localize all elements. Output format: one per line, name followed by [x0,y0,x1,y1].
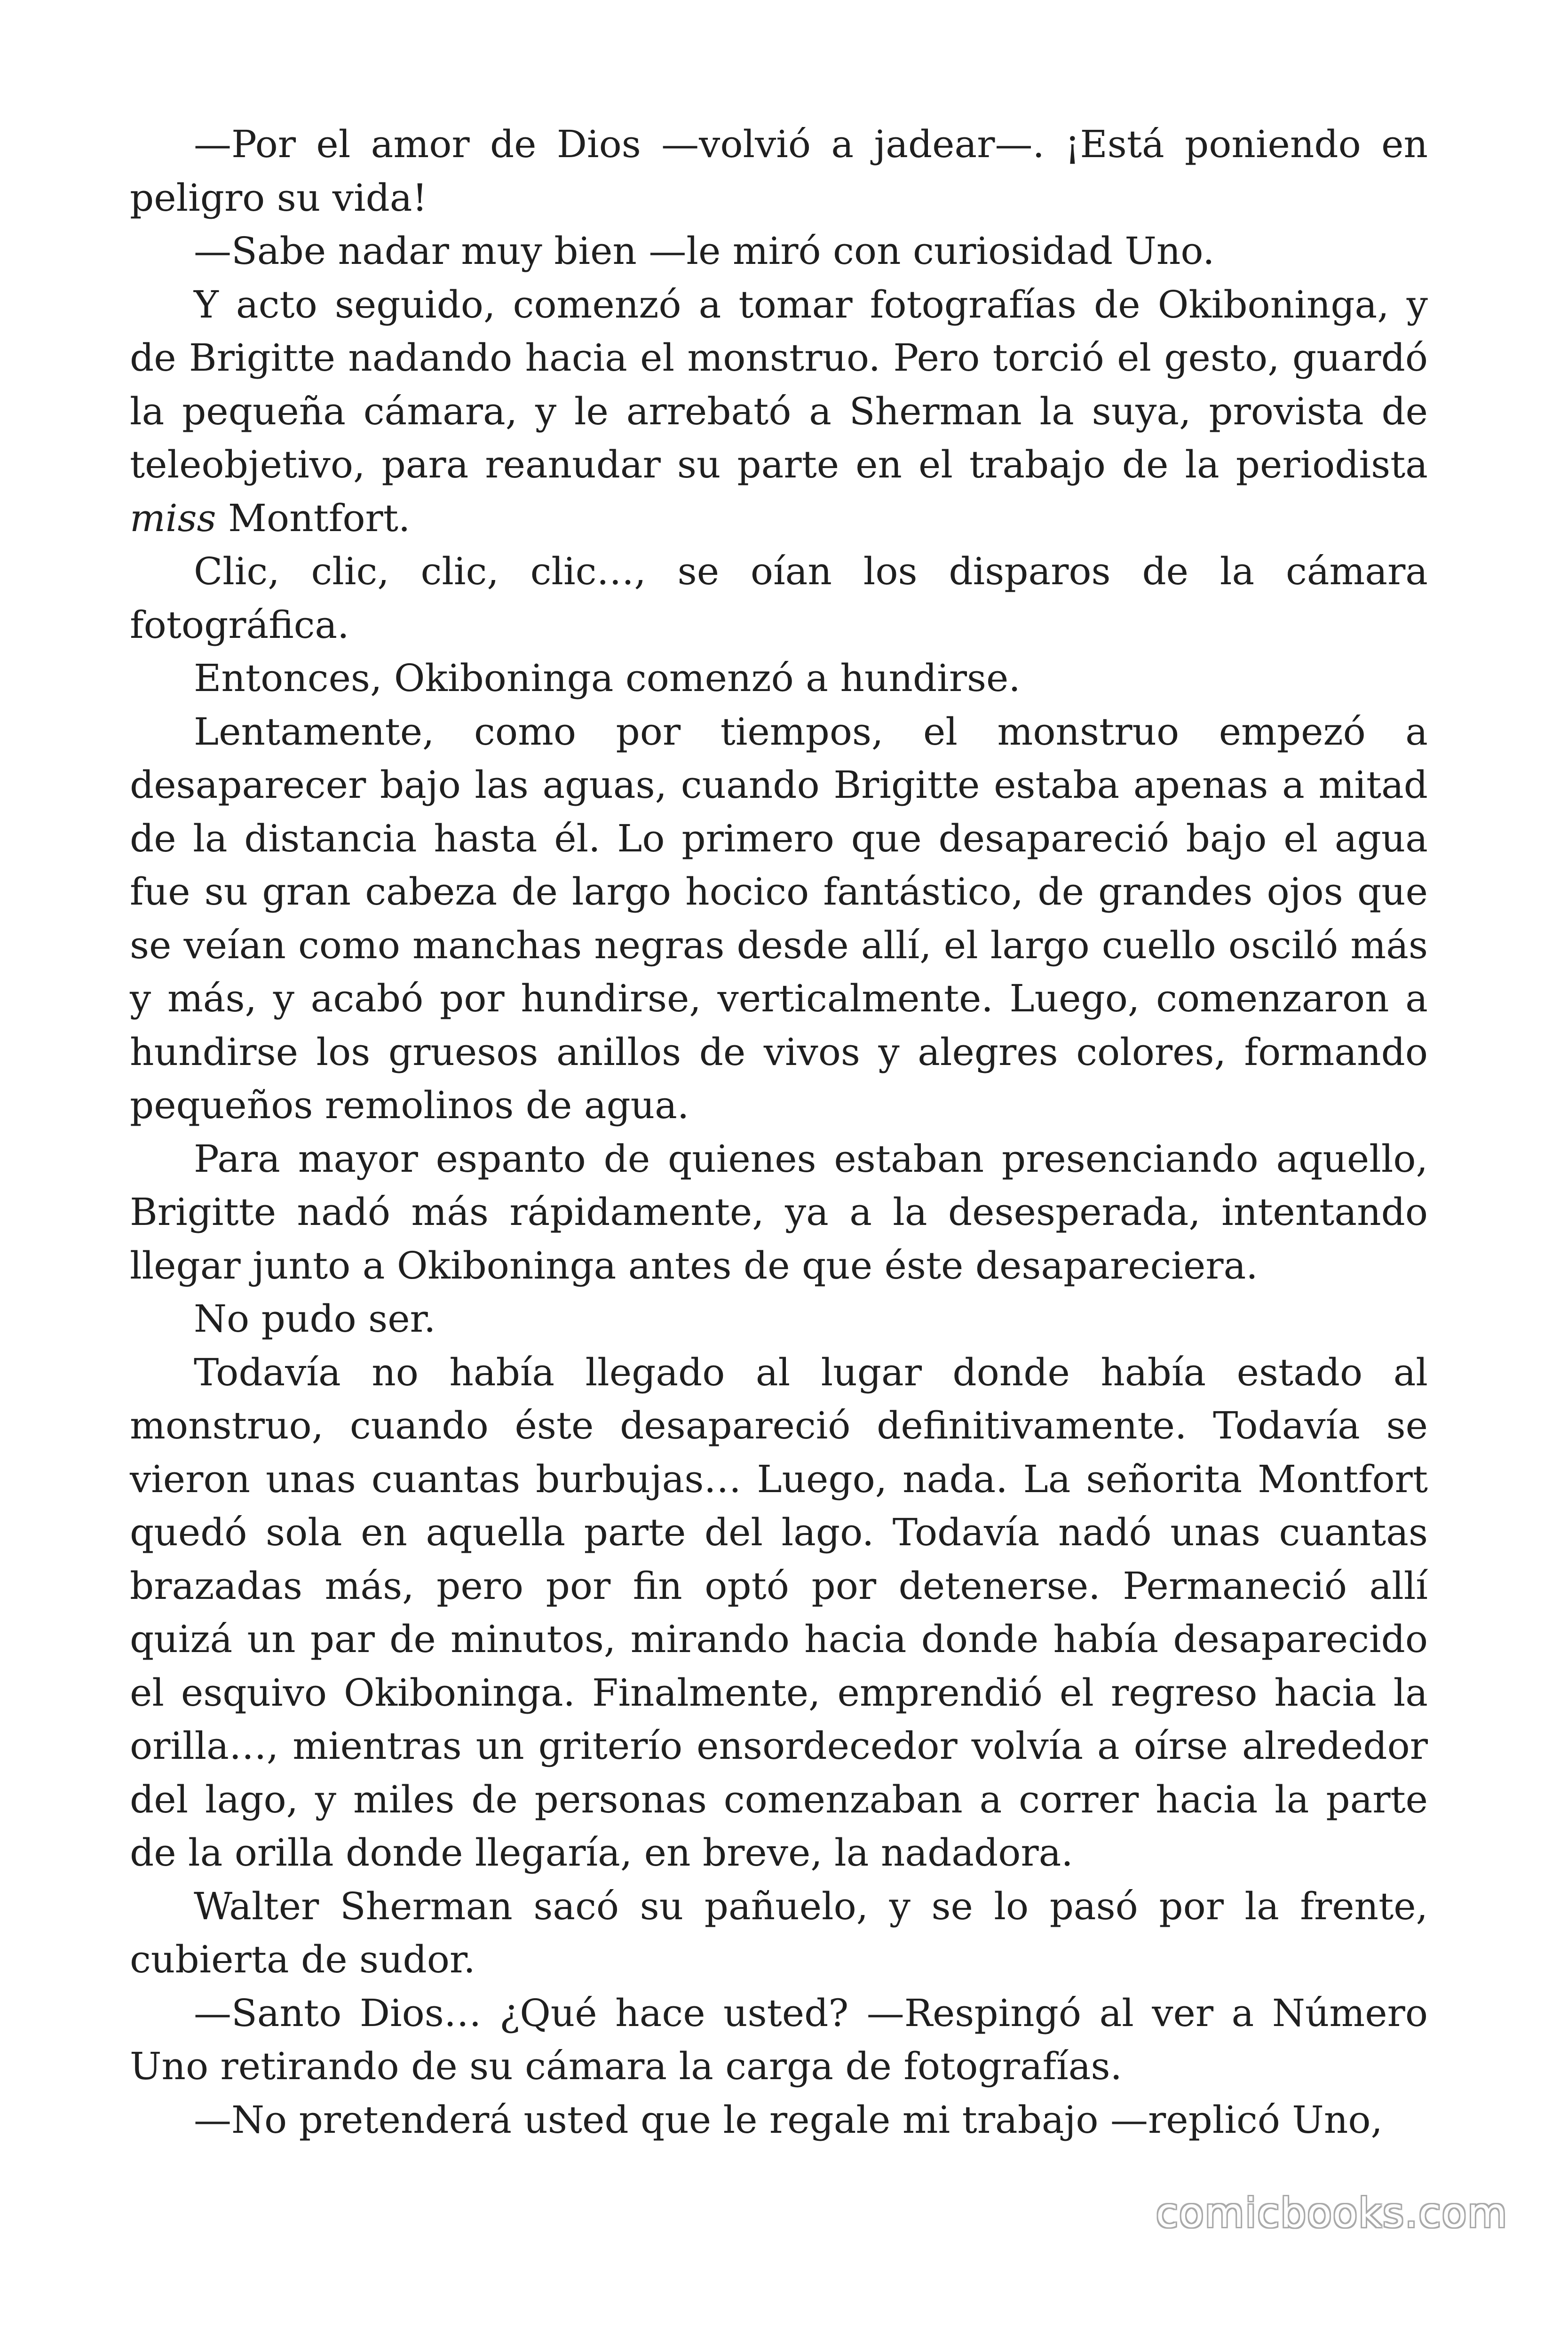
paragraph: —Por el amor de Dios —volvió a jadear—. ¡Está poniendo en peligro su vida! [130,122,1428,220]
paragraph: No pudo ser. [194,1297,436,1341]
paragraph: Lentamente, como por tiempos, el monstruo empezó a desaparecer bajo las aguas, cuando Brigitte estaba apenas a mitad de la distancia hasta él. Lo primero que desapareció bajo el agua fue su gran cabeza de largo hocico fantástico, de grandes ojos que se veían como manchas negras desde allí, el largo cuello osciló más y más, y acabó por hundirse, verticalmente. Luego, comenzaron a hundirse los gruesos anillos de vivos y alegres colores, formando pequeños remolinos de agua. [130,709,1428,1127]
paragraph: Walter Sherman sacó su pañuelo, y se lo pasó por la frente, cubierta de sudor. [130,1884,1428,1981]
paragraph-text: Y acto seguido, comenzó a tomar fotografías de Okiboninga, y de Brigitte nadando hacia el monstruo. Pero torció el gesto, guardó la pequeña cámara, y le arrebató a Sherman la suya, provista de teleobjetivo, para reanudar su parte en el trabajo de la periodista [130,282,1428,486]
paragraph: —Sabe nadar muy bien —le miró con curiosidad Uno. [194,229,1215,273]
italic-word: miss [130,496,216,540]
paragraph: —No pretenderá usted que le regale mi trabajo —replicó Uno, [194,2098,1383,2142]
page-text [130,118,1428,2146]
paragraph: Para mayor espanto de quienes estaban presenciando aquello, Brigitte nadó más rápidamente, ya a la desesperada, intentando llegar junto a Okiboninga antes de que éste desapareciera. [130,1136,1428,1287]
paragraph: Todavía no había llegado al lugar donde había estado al monstruo, cuando éste desapareció definitivamente. Todavía se vieron unas cuantas burbujas… Luego, nada. La señorita Montfort quedó sola en aquella parte del lago. Todavía nadó unas cuantas brazadas más, pero por fin optó por detenerse. Permaneció allí quizá un par de minutos, mirando hacia donde había desaparecido el esquivo Okiboninga. Finalmente, emprendió el regreso hacia la orilla…, mientras un griterío ensordecedor volvía a oírse alrededor del lago, y miles de personas comenzaban a correr hacia la parte de la orilla donde llegaría, en breve, la nadadora. [130,1350,1428,1875]
paragraph [130,278,1428,545]
paragraph: —Santo Dios… ¿Qué hace usted? —Respingó al ver a Número Uno retirando de su cámara la carga de fotografías. [130,1991,1428,2088]
watermark: comicbooks.com [1156,2190,1508,2237]
paragraph-ending: Montfort. [216,496,411,540]
paragraph: Clic, clic, clic, clic…, se oían los disparos de la cámara fotográfica. [130,549,1428,647]
paragraph: Entonces, Okiboninga comenzó a hundirse. [194,656,1021,700]
